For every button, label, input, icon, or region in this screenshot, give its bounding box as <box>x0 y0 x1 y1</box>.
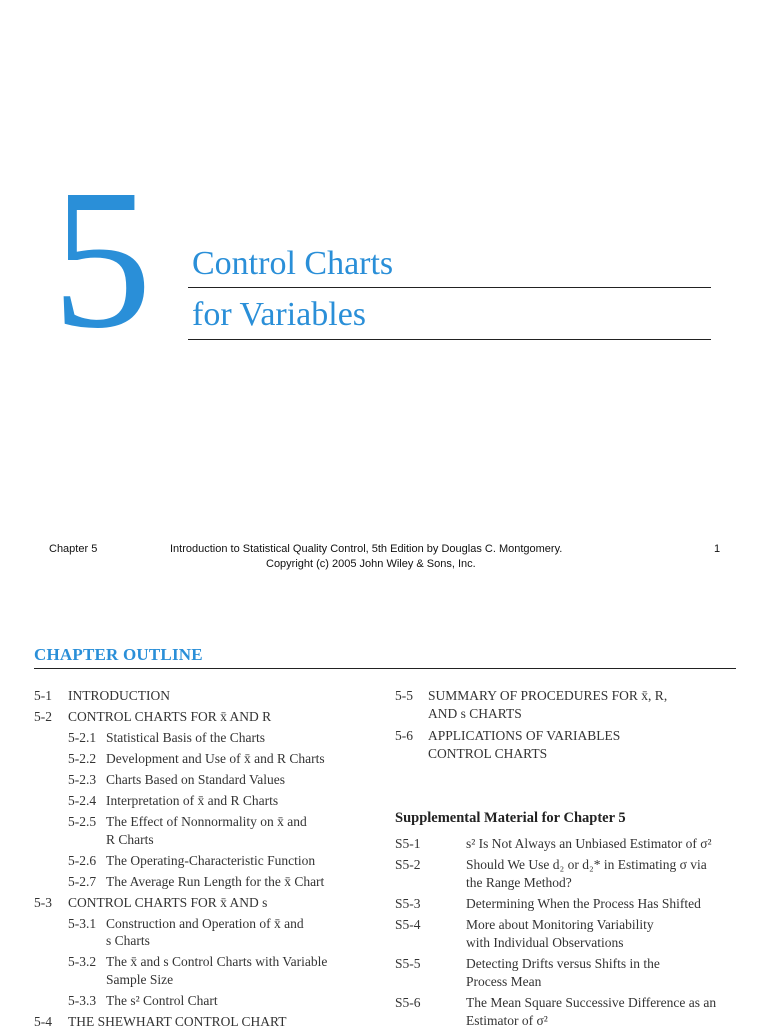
outline-rule <box>34 668 736 669</box>
chapter-number: 5 <box>52 149 148 370</box>
outline-entry-text: The Operating-Characteristic Function <box>106 852 316 868</box>
outline-entry-text: s Charts <box>106 933 150 948</box>
outline-entry-text: Charts Based on Standard Values <box>106 772 285 787</box>
outline-entry-number: 5-2.4 <box>68 793 97 808</box>
outline-entry-number: 5-1 <box>34 688 52 703</box>
outline-entry-number: 5-2.7 <box>68 873 97 889</box>
outline-entry-text: THE SHEWHART CONTROL CHART <box>68 1013 287 1029</box>
outline-entry-text: s² Is Not Always an Unbiased Estimator of σ² <box>466 836 712 851</box>
outline-entry-number: 5-3.3 <box>68 992 97 1008</box>
outline-entry-number: 5-4 <box>34 1013 52 1029</box>
outline-entry-number: 5-3.1 <box>68 915 97 931</box>
outline-right-column <box>395 688 755 788</box>
outline-entry-number: 5-5 <box>395 688 413 703</box>
outline-entry-number: 5-2.5 <box>68 814 97 829</box>
outline-entry-text: Statistical Basis of the Charts <box>106 730 265 745</box>
outline-entry-text: More about Monitoring Variability <box>466 917 654 932</box>
outline-entry-text: with Individual Observations <box>466 935 624 950</box>
outline-entry-number: 5-2.2 <box>68 751 97 766</box>
footer-copyright: Copyright (c) 2005 John Wiley & Sons, Inc. <box>266 558 476 570</box>
outline-entry-text: SUMMARY OF PROCEDURES FOR x̄, R, <box>428 688 668 703</box>
outline-entry-text: AND s CHARTS <box>428 706 522 721</box>
outline-entry-text: The Effect of Nonnormality on x̄ and <box>106 814 307 829</box>
outline-entry-number: 5-2.1 <box>68 730 97 745</box>
outline-entry-number: 5-3.2 <box>68 954 97 969</box>
outline-entry-text: the Range Method? <box>466 875 572 890</box>
outline-entry-number: 5-3 <box>34 894 52 910</box>
outline-entry-text: R Charts <box>106 831 154 847</box>
outline-entry-number: S5-2 <box>395 857 421 872</box>
outline-entry-number: 5-6 <box>395 728 413 743</box>
outline-entry-text: Estimator of σ² <box>466 1013 548 1028</box>
outline-entry-number: S5-5 <box>395 956 421 971</box>
outline-entry-number: S5-6 <box>395 995 421 1010</box>
chapter-title-line-2: for Variables <box>192 296 367 333</box>
outline-entry-text: The x̄ and s Control Charts with Variable <box>106 954 328 969</box>
outline-entry-text: The Average Run Length for the x̄ Chart <box>106 873 325 889</box>
outline-entry-text: Sample Size <box>106 971 174 987</box>
outline-entry-text: Process Mean <box>466 974 542 989</box>
chapter-title-line-1: Control Charts <box>192 245 394 282</box>
outline-left-column <box>34 688 374 1029</box>
outline-entry-number: S5-4 <box>395 917 421 932</box>
outline-entry-number: S5-1 <box>395 836 421 851</box>
outline-heading: CHAPTER OUTLINE <box>34 645 203 664</box>
outline-entry-text: CONTROL CHARTS FOR x̄ AND R <box>68 709 272 724</box>
title-rule-1 <box>188 287 711 288</box>
footer-page-number: 1 <box>714 543 721 555</box>
outline-entry-number: S5-3 <box>395 896 421 911</box>
outline-entry-text: Determining When the Process Has Shifted <box>466 896 701 911</box>
supplemental-list <box>395 836 755 1028</box>
outline-entry-text: Construction and Operation of x̄ and <box>106 915 304 931</box>
footer-book-title: Introduction to Statistical Quality Control, 5th Edition by Douglas C. Montgomery. <box>170 543 563 555</box>
outline-entry-text: Detecting Drifts versus Shifts in the <box>466 956 660 971</box>
outline-entry-text: Should We Use d₂ or d₂* in Estimating σ via <box>466 857 707 872</box>
outline-entry-number: 5-2.3 <box>68 772 97 787</box>
outline-entry-text: APPLICATIONS OF VARIABLES <box>428 728 621 743</box>
outline-entry-text: Development and Use of x̄ and R Charts <box>106 751 325 766</box>
outline-entry-text: INTRODUCTION <box>68 688 170 703</box>
outline-entry-text: The Mean Square Successive Difference as an <box>466 995 717 1010</box>
outline-entry-text: CONTROL CHARTS <box>428 746 548 761</box>
supplemental-heading: Supplemental Material for Chapter 5 <box>395 810 626 826</box>
outline-entry-text: CONTROL CHARTS FOR x̄ AND s <box>68 894 268 910</box>
outline-entry-text: Interpretation of x̄ and R Charts <box>106 793 279 808</box>
outline-entry-text: The s² Control Chart <box>106 992 218 1008</box>
footer-chapter: Chapter 5 <box>49 543 98 555</box>
title-rule-2 <box>188 339 711 340</box>
outline-entry-number: 5-2 <box>34 709 52 724</box>
outline-entry-number: 5-2.6 <box>68 852 97 868</box>
